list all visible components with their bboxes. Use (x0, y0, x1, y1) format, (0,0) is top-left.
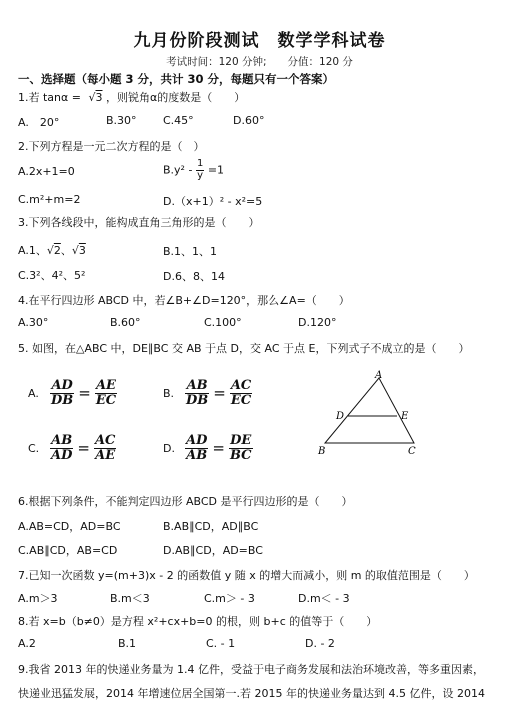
question-2-stem: 2.下列方程是一元二次方程的是（ ） (18, 140, 205, 153)
q2-option-b[interactable]: B.y² - $\frac{1}{y}$ =1 (163, 158, 225, 181)
q3-option-d[interactable]: D.6、8、14 (163, 270, 225, 283)
question-9-stem-line2: 快递业迅猛发展，2014 年增速位居全国第一.若 2015 年的快递业务量达到 4.5 亿件，设 2014 (18, 687, 485, 700)
q7-option-c[interactable]: C.m＞ - 3 (204, 592, 255, 605)
q3-option-a[interactable]: A.1、√2、√3 (18, 244, 86, 257)
q8-option-a[interactable]: A.2 (18, 637, 36, 650)
q5-option-a[interactable]: A. $\frac{AD}{DB}$ = $\frac{AE}{EC}$ (28, 378, 117, 408)
q6-option-a[interactable]: A.AB=CD，AD=BC (18, 520, 121, 533)
question-9-stem-line1: 9.我省 2013 年的快递业务量为 1.4 亿件，受益于电子商务发展和法治环境改善，等多重因素， (18, 663, 484, 676)
label-e: E (401, 411, 409, 422)
label-a: A (375, 370, 383, 381)
q1-option-c[interactable]: C.45° (163, 114, 194, 127)
question-6-stem: 6.根据下列条件，不能判定四边形 ABCD 是平行四边形的是（ ） (18, 495, 353, 508)
sqrt-icon: √3 (88, 91, 103, 104)
q5-option-d[interactable]: D. $\frac{AD}{AB}$ = $\frac{DE}{BC}$ (163, 433, 252, 463)
q8-option-d[interactable]: D. - 2 (305, 637, 335, 650)
sqrt-icon: √2 (46, 244, 61, 257)
q4-option-d[interactable]: D.120° (298, 316, 337, 329)
q2-option-d[interactable]: D.（x+1）² - x²=5 (163, 195, 263, 208)
question-1-stem: 1.若 tanα = √3 ，则锐角α的度数是（ ） (18, 91, 246, 104)
q7-option-a[interactable]: A.m＞3 (18, 592, 58, 605)
question-5-stem: 5. 如图，在△ABC 中，DE∥BC 交 AB 于点 D，交 AC 于点 E，下列式子不成立的是（ ） (18, 342, 470, 355)
q4-option-a[interactable]: A.30° (18, 316, 49, 329)
question-4-stem: 4.在平行四边形 ABCD 中，若∠B+∠D=120°，那么∠A=（ ） (18, 294, 350, 307)
fraction: $\frac{1}{y}$ (196, 158, 204, 181)
q1-option-a[interactable]: A. 20° (18, 116, 60, 129)
q6-option-b[interactable]: B.AB∥CD，AD∥BC (163, 520, 259, 533)
q1-option-b[interactable]: B.30° (106, 114, 137, 127)
question-8-stem: 8.若 x=b（b≠0）是方程 x²+cx+b=0 的根，则 b+c 的值等于（ ） (18, 615, 378, 628)
q5-option-c[interactable]: C. $\frac{AB}{AD}$ = $\frac{AC}{AE}$ (28, 433, 116, 463)
label-b: B (318, 446, 326, 457)
q4-option-b[interactable]: B.60° (110, 316, 141, 329)
q6-option-d[interactable]: D.AB∥CD，AD=BC (163, 544, 263, 557)
q3-option-b[interactable]: B.1、1、1 (163, 245, 218, 258)
triangle-figure (312, 370, 424, 458)
q2-option-c[interactable]: C.m²+m=2 (18, 193, 81, 206)
q4-option-c[interactable]: C.100° (204, 316, 242, 329)
label-d: D (336, 411, 345, 422)
sqrt-icon: √3 (71, 244, 86, 257)
section-heading: 一、选择题（每小题 3 分，共计 30 分，每题只有一个答案） (18, 72, 335, 86)
q6-option-c[interactable]: C.AB∥CD，AB=CD (18, 544, 118, 557)
q8-option-c[interactable]: C. - 1 (206, 637, 236, 650)
q3-option-c[interactable]: C.3²、4²、5² (18, 269, 86, 282)
label-c: C (408, 446, 416, 457)
q8-option-b[interactable]: B.1 (118, 637, 137, 650)
q2-option-a[interactable]: A.2x+1=0 (18, 165, 75, 178)
q1-option-d[interactable]: D.60° (233, 114, 265, 127)
exam-info: 考试时间：120 分钟; 分值：120 分 (166, 56, 353, 68)
page-title: 九月份阶段测试 数学学科试卷 (133, 31, 386, 51)
question-7-stem: 7.已知一次函数 y=(m+3)x - 2 的函数值 y 随 x 的增大而减小，则 m 的取值范围是（ ） (18, 569, 475, 582)
q7-option-d[interactable]: D.m＜ - 3 (298, 592, 350, 605)
question-3-stem: 3.下列各线段中，能构成直角三角形的是（ ） (18, 216, 260, 229)
q7-option-b[interactable]: B.m＜3 (110, 592, 150, 605)
q5-option-b[interactable]: B. $\frac{AB}{DB}$ = $\frac{AC}{EC}$ (163, 378, 252, 408)
